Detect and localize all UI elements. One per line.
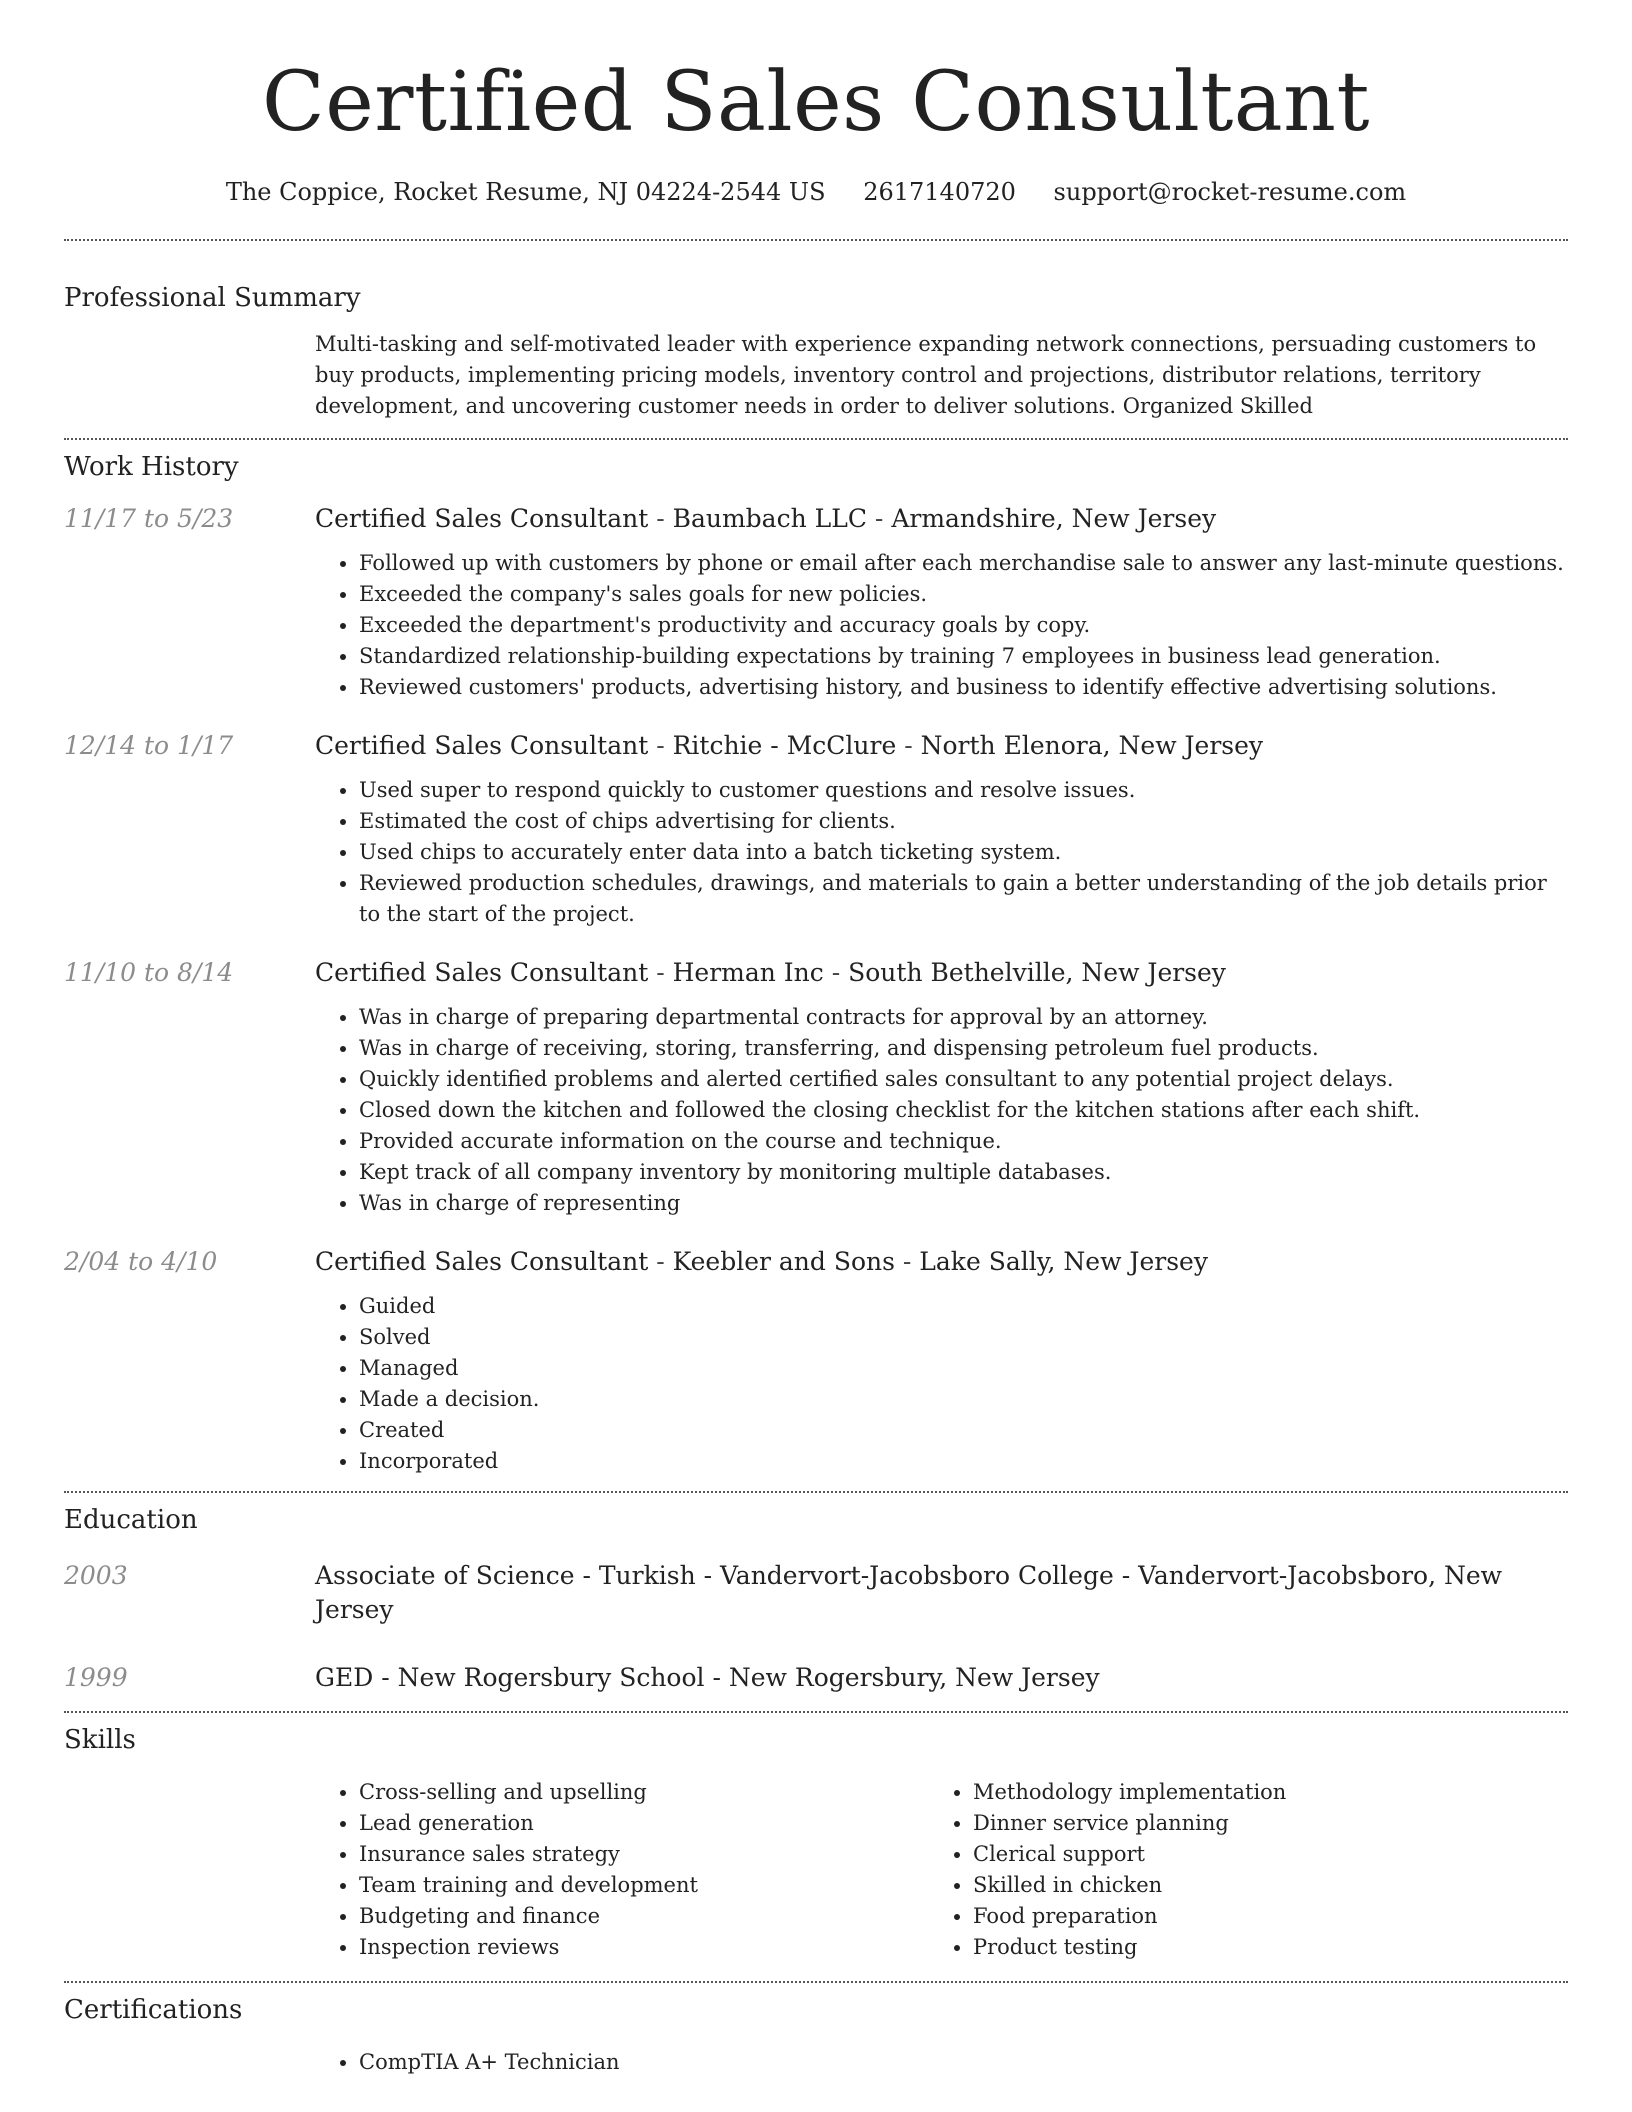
work-dates: 2/04 to 4/10 <box>64 1247 218 1276</box>
work-bullets <box>315 1291 1568 1477</box>
education-location: Vandervort-Jacobsboro, New Jersey <box>315 1561 1503 1624</box>
work-heading: Certified Sales Consultant - Keebler and Sons - Lake Sally, New Jersey <box>315 1247 1208 1276</box>
list-item: • Lead generation <box>359 1808 929 1839</box>
list-item: • Skilled in chicken <box>973 1870 1543 1901</box>
education-heading: GED - New Rogersbury School - New Rogersbury, New Jersey <box>315 1663 1100 1692</box>
work-location: Armandshire, New Jersey <box>891 504 1217 533</box>
education-heading: Associate of Science - Turkish - Vandervort-Jacobsboro College - Vandervort-Jacobsboro, New Jersey <box>315 1561 1503 1624</box>
education-year: 1999 <box>64 1663 128 1692</box>
education-location: New Rogersbury, New Jersey <box>728 1663 1100 1692</box>
list-item: • Guided <box>359 1291 1568 1322</box>
list-item: • Inspection reviews <box>359 1932 929 1963</box>
work-bullets <box>315 1002 1568 1219</box>
divider <box>64 1981 1568 1983</box>
work-entry <box>64 502 1568 703</box>
work-location: Lake Sally, New Jersey <box>919 1247 1208 1276</box>
contact-phone: 2617140720 <box>863 178 1016 206</box>
education-school: New Rogersbury School <box>397 1663 705 1692</box>
contact-address: The Coppice, Rocket Resume, NJ 04224-2544 US <box>225 178 826 206</box>
list-item: • Was in charge of preparing departmental contracts for approval by an attorney. <box>359 1002 1568 1033</box>
list-item: • Followed up with customers by phone or email after each merchandise sale to answer any last-minute questions. <box>359 548 1568 579</box>
skills-list-right <box>929 1777 1543 1963</box>
list-item: • CompTIA A+ Technician <box>359 2047 1568 2078</box>
work-company: Baumbach LLC <box>672 504 867 533</box>
list-item: • Managed <box>359 1353 1568 1384</box>
section-title-summary: Professional Summary <box>64 283 361 313</box>
list-item: • Exceeded the department's productivity and accuracy goals by copy. <box>359 610 1568 641</box>
section-title-work-history: Work History <box>64 452 239 482</box>
work-company: Keebler and Sons <box>672 1247 895 1276</box>
work-dates: 12/14 to 1/17 <box>64 731 234 760</box>
list-item: • Quickly identified problems and alerted certified sales consultant to any potential project delays. <box>359 1064 1568 1095</box>
list-item: • Exceeded the company's sales goals for new policies. <box>359 579 1568 610</box>
list-item: • Product testing <box>973 1932 1543 1963</box>
list-item: • Methodology implementation <box>973 1777 1543 1808</box>
resume-title: Certified Sales Consultant <box>262 55 1370 150</box>
list-item: • Was in charge of receiving, storing, transferring, and dispensing petroleum fuel products. <box>359 1033 1568 1064</box>
summary-text: Multi-tasking and self-motivated leader with experience expanding network connections, persuading customers to buy products, implementing pricing models, inventory control and projections, distributor relations, territory development, and uncovering customer needs in order to deliver solutions. Organized Skilled <box>315 332 1537 418</box>
divider <box>64 239 1568 241</box>
list-item: • Provided accurate information on the course and technique. <box>359 1126 1568 1157</box>
work-bullets <box>315 548 1568 703</box>
list-item: • Cross-selling and upselling <box>359 1777 929 1808</box>
work-heading: Certified Sales Consultant - Herman Inc - South Bethelville, New Jersey <box>315 958 1226 987</box>
work-dates: 11/17 to 5/23 <box>64 504 234 533</box>
list-item: • Used super to respond quickly to customer questions and resolve issues. <box>359 775 1568 806</box>
work-history-list <box>64 502 1568 1477</box>
work-dates: 11/10 to 8/14 <box>64 958 234 987</box>
skills-grid <box>315 1777 1568 1963</box>
work-role: Certified Sales Consultant <box>315 1247 649 1276</box>
skills-list-left <box>315 1777 929 1963</box>
work-entry <box>64 729 1568 930</box>
work-company: Herman Inc <box>672 958 824 987</box>
list-item: • Used chips to accurately enter data into a batch ticketing system. <box>359 837 1568 868</box>
list-item: • Incorporated <box>359 1446 1568 1477</box>
list-item: • Budgeting and finance <box>359 1901 929 1932</box>
work-role: Certified Sales Consultant <box>315 504 649 533</box>
list-item: • Dinner service planning <box>973 1808 1543 1839</box>
divider <box>64 1711 1568 1713</box>
work-entry <box>64 1245 1568 1477</box>
section-title-skills: Skills <box>64 1725 136 1755</box>
work-heading: Certified Sales Consultant - Baumbach LLC - Armandshire, New Jersey <box>315 504 1217 533</box>
list-item: • Insurance sales strategy <box>359 1839 929 1870</box>
education-entry <box>64 1661 1568 1695</box>
list-item: • Solved <box>359 1322 1568 1353</box>
section-title-certifications: Certifications <box>64 1995 243 2025</box>
list-item: • Closed down the kitchen and followed the closing checklist for the kitchen stations after each shift. <box>359 1095 1568 1126</box>
list-item: • Created <box>359 1415 1568 1446</box>
list-item: • Reviewed customers' products, advertising history, and business to identify effective advertising solutions. <box>359 672 1568 703</box>
work-location: South Bethelville, New Jersey <box>848 958 1226 987</box>
certifications-list <box>315 2047 1568 2078</box>
education-degree: Associate of Science <box>315 1561 575 1590</box>
list-item: • Made a decision. <box>359 1384 1568 1415</box>
education-degree: GED <box>315 1663 374 1692</box>
work-entry <box>64 956 1568 1219</box>
list-item: • Was in charge of representing <box>359 1188 1568 1219</box>
list-item: • Kept track of all company inventory by monitoring multiple databases. <box>359 1157 1568 1188</box>
list-item: • Clerical support <box>973 1839 1543 1870</box>
work-bullets <box>315 775 1568 930</box>
list-item: • Estimated the cost of chips advertising for clients. <box>359 806 1568 837</box>
contact-email: support@rocket-resume.com <box>1053 178 1407 206</box>
work-company: Ritchie - McClure <box>672 731 897 760</box>
divider <box>64 1491 1568 1493</box>
work-location: North Elenora, New Jersey <box>920 731 1264 760</box>
education-field: Turkish <box>598 1561 696 1590</box>
education-school: Vandervort-Jacobsboro College <box>720 1561 1114 1590</box>
education-year: 2003 <box>64 1561 128 1590</box>
work-role: Certified Sales Consultant <box>315 731 649 760</box>
work-heading: Certified Sales Consultant - Ritchie - McClure - North Elenora, New Jersey <box>315 731 1264 760</box>
contact-line <box>64 176 1568 208</box>
divider <box>64 438 1568 440</box>
list-item: • Standardized relationship-building expectations by training 7 employees in business lead generation. <box>359 641 1568 672</box>
list-item: • Reviewed production schedules, drawings, and materials to gain a better understanding of the job details prior to the start of the project. <box>359 868 1568 930</box>
resume-page <box>64 0 1568 2078</box>
education-entry <box>64 1559 1568 1627</box>
section-title-education: Education <box>64 1505 198 1535</box>
work-role: Certified Sales Consultant <box>315 958 649 987</box>
list-item: • Food preparation <box>973 1901 1543 1932</box>
list-item: • Team training and development <box>359 1870 929 1901</box>
